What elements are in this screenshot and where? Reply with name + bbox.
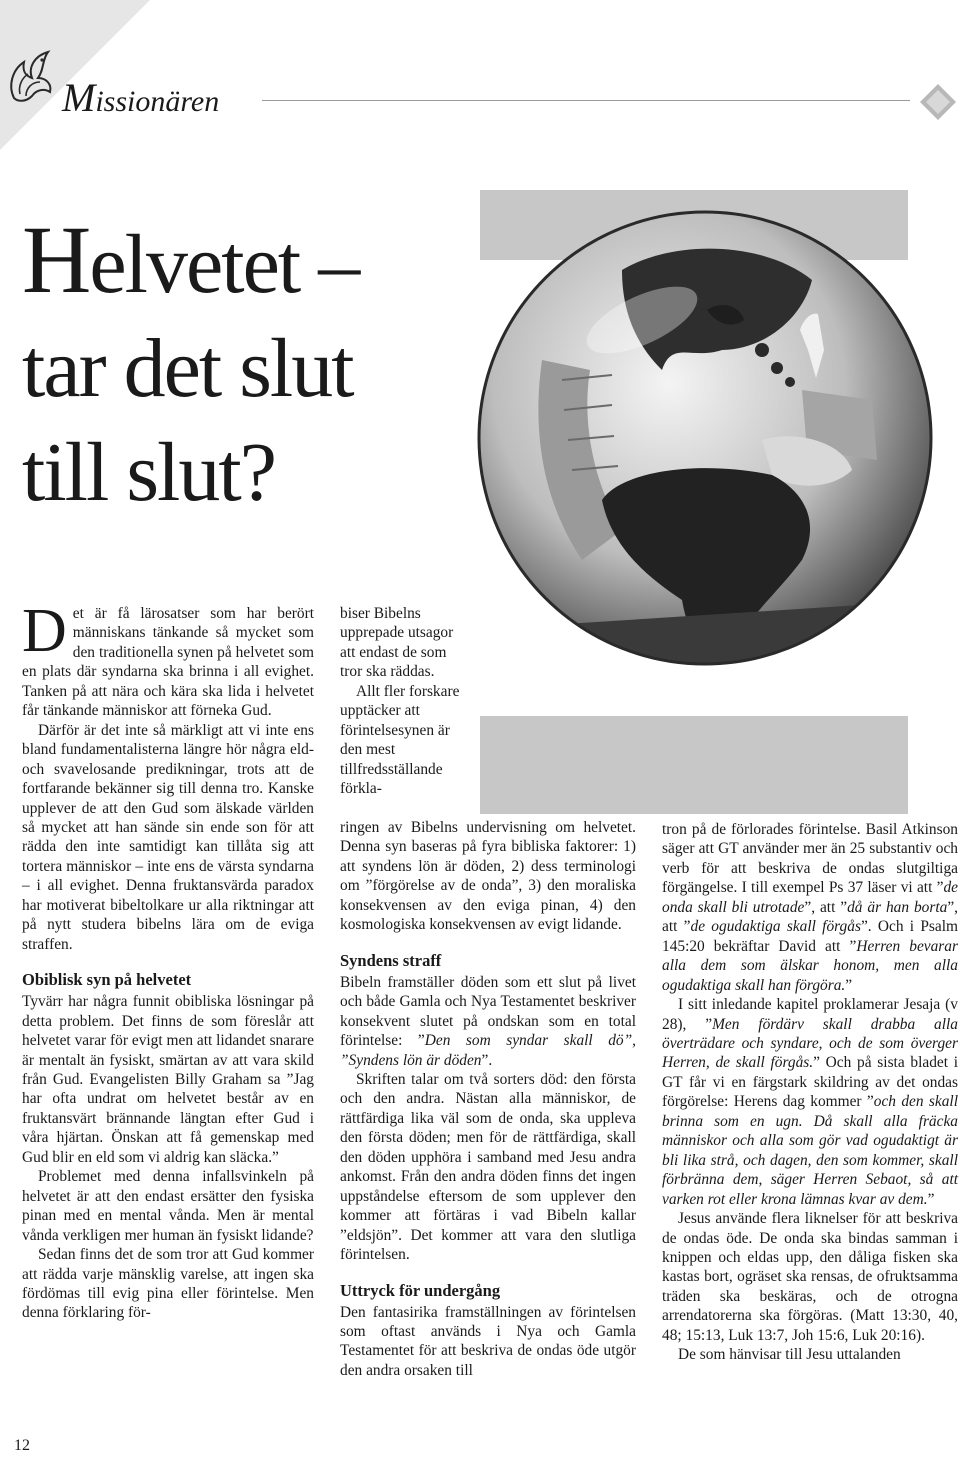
subheading-syndens-straff: Syndens straff — [340, 950, 442, 970]
text-run: Bibeln framställer döden som ett slut på livet och både Gamla och Nya Testamentet beskriver konsekvent slutet på ondskan som en total förintelse: ” — [340, 973, 636, 1050]
paragraph — [662, 820, 958, 995]
italic-quote: då är han borta — [847, 898, 948, 916]
text-run: I sitt inledande kapitel proklamerar Jesaja (v 28), ” — [662, 996, 958, 1033]
article-column-1 — [22, 597, 314, 1323]
text-run: ”, att ” — [804, 898, 848, 916]
article-headline — [22, 208, 358, 525]
text-run: tron på de förlorades förintelse. Basil Atkinson säger att GT använder mer än 25 substantiv och verb för att beskriva de ondas slutgiltiga förgängelse. I till exempel Ps 37 läser vi att ” — [662, 821, 958, 897]
page-header — [0, 0, 960, 150]
article-column-3 — [662, 820, 958, 1365]
italic-quote: de onda skall bli utrotade — [662, 879, 958, 916]
section-title-initial: M — [62, 75, 96, 120]
article-column-2 — [340, 818, 636, 1380]
diamond-icon — [918, 82, 958, 122]
paragraph: Allt fler forskare upptäcker att förintelsesynen är den mest tillfredsställande förkla- — [340, 682, 460, 798]
paragraph: De som hänvisar till Jesu uttalanden — [678, 1346, 901, 1364]
paragraph: Tyvärr har några funnit obibliska lösningar på detta problem. Det finns de som föreslår att helvetet varar för evigt men att lidandet snarare är mentalt än fysiskt, smärtan av att vara skild från Gud. Evangelisten Billy Graham sa ”Jag har ofta undrat om helvetet består av en fruktansvärt brännande längtan efter Gud i våra hjärtan. Önskan att få gemenskap med Gud blir en eld som vi aldrig kan släcka.” — [22, 993, 314, 1166]
paragraph: Sedan finns det de som tror att Gud kommer att rädda varje mänsklig varelse, att ingen ska fördömas till evig pina eller förintelse. Men denna förklaring för- — [22, 1246, 314, 1322]
paragraph: Jesus använde flera liknelser för att beskriva de ondas öde. De onda ska bindas samman i knippen och eldas upp, den dåliga fisken ska kastas bort, ogräset ska rensas, de ofruktsamma träden ska beskäras, och de otrogna arrendatorerna ska förgöras. (Matt 13:30, 40, 48; 15:13, Luk 13:7, Joh 15:6, Luk 20:16). — [662, 1210, 958, 1344]
headline-line-2: tar det slut — [22, 322, 353, 415]
page-number: 12 — [14, 1437, 30, 1454]
text-run: ”. Och i Psalm 145:20 bekräftar David att ” — [662, 918, 958, 955]
headline-line-3: till slut? — [22, 426, 275, 519]
paragraph: Den fantasirika framställningen av förintelsen som oftast används i Nya och Gamla Testamentet för att beskriva de ondas öde utgör den andra orsaken till — [340, 1303, 636, 1379]
italic-quote: Men fördärv skall drabba alla överträdare och syndare, och de som överger Herren, de skall förgås. — [662, 1015, 958, 1072]
dove-flame-icon — [4, 48, 56, 104]
text-run: ” Och på sista bladet i GT får vi en färgstark skildring av det ondas förgörelse: Herens dag kommer ” — [662, 1054, 958, 1111]
paragraph — [340, 973, 636, 1070]
lead-paragraph — [22, 597, 314, 721]
headline-line-1-rest: elvetet – — [89, 218, 359, 311]
paragraph: Skriften talar om två sorters död: den första och den andra. Nästan alla människor, de rättfärdiga lika väl som de onda, ska uppleva den första döden; men för de rättfärdiga, skall den döden upphöra i samband med Jesu andra ankomst. Från den andra döden finns det ingen uppståndelse eftersom de som upplever den kommer att förtäras i vad Bibeln kallar ”eldsjön”. Det kommer att vara den slutliga förintelsen. — [340, 1070, 636, 1264]
text-run: ” — [927, 1190, 935, 1208]
section-title — [62, 74, 219, 121]
lead-paragraph-text: et är få lärosatser som har berört människans tänkande så mycket som den traditionella synen på helvetet som en plats där syndarna ska brinna i all evighet. Tanken på att nära och kära ska lida i helvetet får tänkande människor att förneka Gud. — [22, 605, 314, 720]
headline-initial: H — [22, 206, 90, 313]
article-column-2-top — [340, 604, 468, 799]
italic-quote: Den som syndar skall dö”, ”Syndens lön är döden — [340, 1032, 637, 1069]
photo-frame-bottom — [480, 716, 908, 814]
italic-quote: Herren bevarar alla dem som älskar honom, men alla ogudaktiga skall han förgöra. — [662, 937, 958, 994]
globe-reflection-photo — [472, 200, 938, 680]
drop-cap: D — [22, 597, 67, 665]
paragraph: Därför är det inte så märkligt att vi inte ens bland fundamentalisterna längre hör några eld- och svavelosande predikningar, trots att de fortfarande bekänner sig till denna tro. Kanske upplever de att den Gud som älskade världen så mycket att han sände sin ende son för att rädda den inte samtidigt kan tillåta sig att tortera människor – inte ens de värsta syndarna – i all evighet. Denna fruktansvärda paradox har motiverat bibeltolkare ur alla riktningar att på nytt studera bibelns lära om de eviga straffen. — [22, 721, 314, 953]
header-rule — [262, 100, 910, 101]
text-run: ” — [845, 976, 853, 994]
paragraph: ringen av Bibelns undervisning om helvetet. Denna syn baseras på fyra bibliska faktorer: 1) att syndens lön är döden, 2) dess terminologi om ”förgörelse av de onda”, 3) den moraliska konsekvensen av den eviga pinan, 4) den kosmologiska konsekvensen av evigt lidande. — [340, 819, 636, 934]
section-title-rest: issionären — [95, 85, 220, 118]
paragraph: Problemet med denna infallsvinkeln på helvetet är att den endast ersätter den fysiska pinan med en mental vånda. Men är mental vånda verkligen mer human än fysiskt lidande? — [22, 1168, 314, 1244]
headline-line-1 — [22, 208, 358, 317]
text-run: ”, att ” — [662, 898, 958, 936]
italic-quote: de ogudaktiga skall förgås — [690, 918, 861, 936]
paragraph — [662, 995, 958, 1209]
paragraph: biser Bibelns upprepade utsagor att endast de som tror ska räddas. — [340, 605, 454, 681]
text-run: ”. — [481, 1051, 493, 1069]
subheading-obiblisk: Obiblisk syn på helvetet — [22, 970, 192, 990]
subheading-uttryck: Uttryck för undergång — [340, 1280, 501, 1300]
italic-quote: och den skall brinna som en ugn. Då skall alla fräcka människor och alla som gör vad ogudaktigt är bli lika strå, och dagen, den som kommer, skall förbränna dem, säger Herren Sebaot, så att varken rot eller krona lämnas kvar av dem. — [662, 1093, 958, 1208]
